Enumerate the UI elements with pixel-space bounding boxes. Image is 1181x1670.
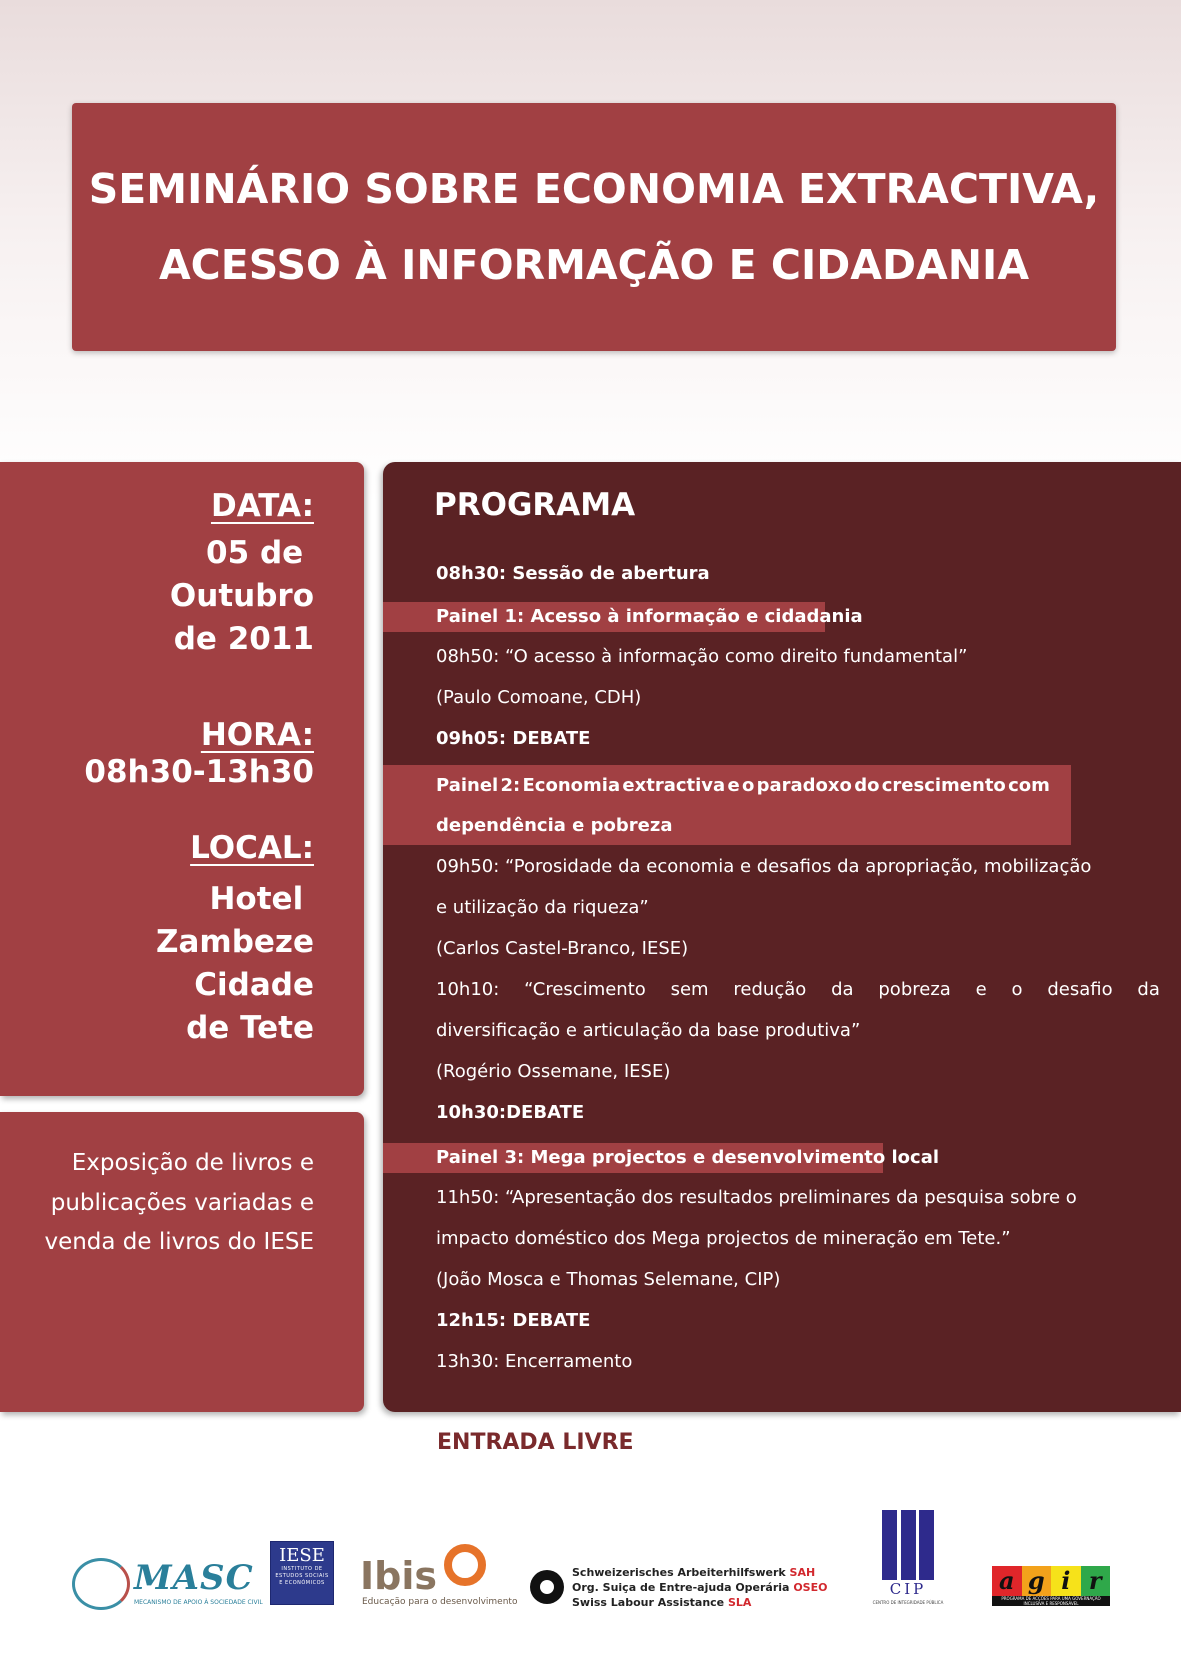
panel-2-word: o — [741, 775, 755, 796]
ring-icon — [444, 1544, 486, 1586]
masc-logo-name: MASC — [134, 1558, 254, 1598]
panel-2-word: crescimento — [881, 775, 1006, 796]
program-item: 12h15: DEBATE — [436, 1310, 591, 1331]
sah-logo-text — [572, 1565, 827, 1610]
panel-2-word: extractiva — [622, 775, 726, 796]
masc-logo — [72, 1556, 263, 1612]
title-banner — [72, 103, 1116, 351]
panel-2-word: 2: — [500, 775, 521, 796]
cip-logo — [860, 1510, 956, 1610]
ibis-logo — [360, 1544, 518, 1610]
title-line-1: SEMINÁRIO SOBRE ECONOMIA EXTRACTIVA, — [88, 165, 1100, 213]
panel-3-title: Painel 3: Mega projectos e desenvolvimento local — [436, 1147, 940, 1168]
program-item: 09h05: DEBATE — [436, 728, 591, 749]
sah-line-3: Swiss Labour Assistance — [572, 1596, 728, 1609]
panel-3-header — [383, 1143, 940, 1173]
iese-logo-subtitle: INSTITUTO DE ESTUDOS SOCIAIS E ECONÓMICOS — [275, 1566, 329, 1586]
agir-letter: g — [1022, 1566, 1052, 1596]
program-word: e — [975, 979, 987, 1000]
sah-line-1-abbr: SAH — [789, 1566, 816, 1579]
program-word: redução — [733, 979, 807, 1000]
agir-letter: a — [992, 1566, 1022, 1596]
panel-2-word: paradoxo — [756, 775, 852, 796]
time-block — [84, 717, 314, 794]
program-item: (João Mosca e Thomas Selemane, CIP) — [436, 1269, 781, 1290]
panel-2-title-line-1 — [436, 765, 1050, 806]
program-item: 10h30:DEBATE — [436, 1102, 585, 1123]
panel-2-word: com — [1008, 775, 1050, 796]
agir-logo — [992, 1566, 1110, 1608]
program-word: “Crescimento — [524, 979, 646, 1000]
info-panel — [0, 462, 364, 1096]
iese-logo-name: IESE — [279, 1545, 325, 1566]
sah-line-1: Schweizerisches Arbeiterhilfswerk — [572, 1566, 790, 1579]
ibis-logo-name: Ibis — [360, 1554, 437, 1598]
program-item: 13h30: Encerramento — [436, 1351, 633, 1372]
panel-2-title-line-2: dependência e pobreza — [436, 815, 673, 836]
sah-line-2-abbr: OSEO — [793, 1581, 828, 1594]
masc-logo-subtitle: MECANISMO DE APOIO À SOCIEDADE CIVIL — [134, 1599, 263, 1606]
iese-logo — [270, 1541, 334, 1605]
panel-1-title: Painel 1: Acesso à informação e cidadania — [436, 606, 863, 627]
program-item: (Carlos Castel-Branco, IESE) — [436, 938, 689, 959]
location-label: LOCAL: — [190, 830, 314, 866]
spiral-icon — [530, 1570, 564, 1604]
agir-logo-subtitle: PROGRAMA DE ACÇÕES PARA UMA GOVERNAÇÃO INCLUSIVA E RESPONSÁVEL — [992, 1596, 1110, 1606]
program-word: pobreza — [878, 979, 951, 1000]
program-item: 08h50: “O acesso à informação como direito fundamental” — [436, 646, 968, 667]
program-item: (Paulo Comoane, CDH) — [436, 687, 642, 708]
location-block — [156, 830, 314, 1050]
exposition-panel — [0, 1112, 364, 1412]
program-item: diversificação e articulação da base produtiva” — [436, 1020, 861, 1041]
agir-letter: r — [1081, 1566, 1111, 1596]
date-value: 05 de Outubro de 2011 — [169, 535, 314, 657]
program-word: o — [1011, 979, 1023, 1000]
panel-2-word: Economia — [522, 775, 621, 796]
program-item: 11h50: “Apresentação dos resultados preliminares da pesquisa sobre o — [436, 1187, 1077, 1208]
free-entry-notice: ENTRADA LIVRE — [437, 1430, 634, 1455]
panel-2-word: Painel — [436, 775, 499, 796]
location-value: Hotel Zambeze Cidade de Tete — [156, 881, 314, 1046]
sah-line-2: Org. Suiça de Entre-ajuda Operária — [572, 1581, 794, 1594]
date-block — [170, 488, 314, 661]
program-title: PROGRAMA — [434, 487, 636, 523]
cip-logo-name: CIP — [889, 1580, 927, 1598]
panel-1-header — [383, 602, 863, 632]
time-value: 08h30-13h30 — [84, 754, 314, 790]
agir-logo-name — [992, 1566, 1110, 1596]
date-label: DATA: — [210, 488, 314, 524]
program-item: 08h30: Sessão de abertura — [436, 563, 710, 584]
panel-2-word: e — [727, 775, 740, 796]
sah-line-3-abbr: SLA — [727, 1596, 752, 1609]
sah-logo — [530, 1565, 830, 1609]
program-word: 10h10: — [436, 979, 500, 1000]
cip-logo-subtitle: CENTRO DE INTEGRIDADE PÚBLICA — [872, 1600, 944, 1605]
program-word: desafio — [1047, 979, 1113, 1000]
program-word: sem — [670, 979, 709, 1000]
program-panel — [383, 462, 1181, 1412]
panel-2-word: do — [854, 775, 880, 796]
panel-2-header — [383, 765, 1071, 845]
time-label: HORA: — [200, 717, 314, 753]
agir-letter: i — [1051, 1566, 1081, 1596]
ibis-logo-subtitle: Educação para o desenvolvimento — [362, 1597, 518, 1607]
program-item: impacto doméstico dos Mega projectos de mineração em Tete.” — [436, 1228, 1011, 1249]
program-item: e utilização da riqueza” — [436, 897, 649, 918]
exposition-text: Exposição de livros e publicações variadas e venda de livros do IESE — [44, 1150, 314, 1255]
program-item: 09h50: “Porosidade da economia e desafios da apropriação, mobilização — [436, 856, 1092, 877]
program-item: (Rogério Ossemane, IESE) — [436, 1061, 671, 1082]
program-word: da — [1137, 979, 1160, 1000]
pillars-icon — [882, 1510, 934, 1580]
globe-icon — [72, 1558, 130, 1610]
program-item-justified — [436, 969, 1160, 1010]
title-line-2: ACESSO À INFORMAÇÃO E CIDADANIA — [158, 241, 1030, 289]
program-word: da — [831, 979, 854, 1000]
